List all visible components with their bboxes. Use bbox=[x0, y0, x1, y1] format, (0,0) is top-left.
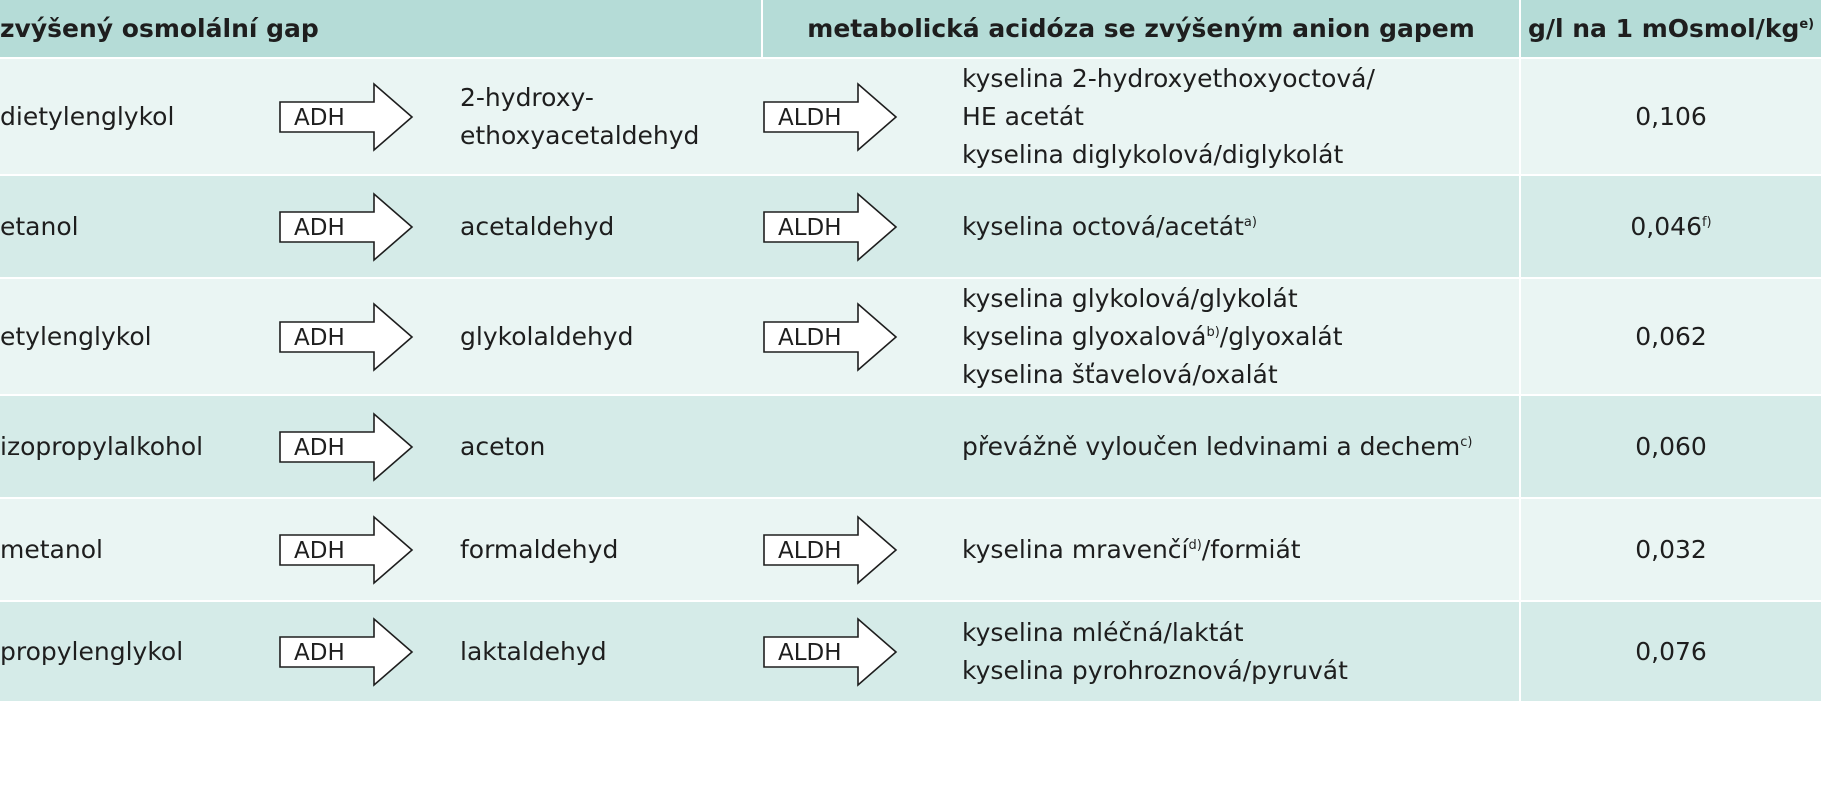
aldh-cell bbox=[762, 278, 962, 395]
intermediate-compound bbox=[460, 498, 762, 601]
product-line bbox=[962, 60, 1519, 98]
conversion-value bbox=[1520, 58, 1821, 175]
adh-arrow-icon bbox=[278, 300, 416, 374]
header-row bbox=[0, 0, 1821, 58]
adh-cell bbox=[278, 58, 460, 175]
aldh-arrow-icon bbox=[762, 513, 900, 587]
aldh-label: ALDH bbox=[778, 214, 842, 241]
parent-compound: etylenglykol bbox=[0, 278, 278, 395]
intermediate-line: laktaldehyd bbox=[460, 636, 607, 666]
table-row bbox=[0, 175, 1821, 278]
table-row bbox=[0, 278, 1821, 395]
product-text-after: /glyoxalát bbox=[1219, 321, 1343, 351]
parent-compound: propylenglykol bbox=[0, 601, 278, 701]
aldh-label: ALDH bbox=[778, 324, 842, 351]
value-text: 0,062 bbox=[1635, 321, 1707, 351]
aldh-arrow-icon bbox=[762, 190, 900, 264]
product-text: převážně vyloučen ledvinami a dechem bbox=[962, 431, 1461, 461]
intermediate-line: ethoxyacetaldehyd bbox=[460, 120, 700, 150]
adh-label: ADH bbox=[294, 434, 345, 461]
adh-cell bbox=[278, 601, 460, 701]
header-g-per-l-text: g/l na 1 mOsmol/kg bbox=[1527, 14, 1800, 43]
value-text: 0,060 bbox=[1635, 431, 1707, 461]
aldh-arrow-icon bbox=[762, 80, 900, 154]
intermediate-compound bbox=[460, 278, 762, 395]
intermediate-compound bbox=[460, 601, 762, 701]
product-line bbox=[962, 531, 1519, 569]
header-g-per-l-footnote: e) bbox=[1799, 17, 1815, 32]
value-footnote: f) bbox=[1701, 214, 1712, 230]
adh-label: ADH bbox=[294, 639, 345, 666]
header-anion-gap: metabolická acidóza se zvýšeným anion gapem bbox=[762, 0, 1520, 58]
product-footnote: c) bbox=[1460, 434, 1473, 450]
intermediate-compound bbox=[460, 395, 762, 498]
product-line bbox=[962, 318, 1519, 356]
product-text: kyselina glykolová/glykolát bbox=[962, 283, 1298, 313]
conversion-value bbox=[1520, 498, 1821, 601]
adh-label: ADH bbox=[294, 104, 345, 131]
intermediate-line: 2-hydroxy- bbox=[460, 82, 594, 112]
aldh-cell bbox=[762, 498, 962, 601]
conversion-value bbox=[1520, 175, 1821, 278]
product-text-after: /formiát bbox=[1201, 534, 1301, 564]
product-text: kyselina octová/acetát bbox=[962, 211, 1244, 241]
adh-cell bbox=[278, 498, 460, 601]
product-line bbox=[962, 98, 1519, 136]
conversion-value bbox=[1520, 395, 1821, 498]
aldh-arrow-icon bbox=[762, 300, 900, 374]
adh-label: ADH bbox=[294, 214, 345, 241]
intermediate-line: glykolaldehyd bbox=[460, 321, 634, 351]
aldh-label: ALDH bbox=[778, 104, 842, 131]
products bbox=[962, 58, 1520, 175]
product-text: kyselina pyrohroznová/pyruvát bbox=[962, 655, 1348, 685]
table-row bbox=[0, 601, 1821, 701]
product-footnote: b) bbox=[1206, 324, 1220, 340]
adh-arrow-icon bbox=[278, 410, 416, 484]
adh-arrow-icon bbox=[278, 80, 416, 154]
intermediate-line: formaldehyd bbox=[460, 534, 619, 564]
table-row bbox=[0, 498, 1821, 601]
value-text: 0,046 bbox=[1630, 211, 1702, 241]
value-text: 0,106 bbox=[1635, 101, 1707, 131]
product-line bbox=[962, 614, 1519, 652]
intermediate-line: aceton bbox=[460, 431, 546, 461]
adh-label: ADH bbox=[294, 537, 345, 564]
aldh-label: ALDH bbox=[778, 639, 842, 666]
product-line bbox=[962, 428, 1519, 466]
table-body bbox=[0, 58, 1821, 701]
table-row bbox=[0, 395, 1821, 498]
product-line bbox=[962, 136, 1519, 174]
products bbox=[962, 175, 1520, 278]
intermediate-compound bbox=[460, 175, 762, 278]
adh-cell bbox=[278, 278, 460, 395]
product-text: kyselina glyoxalová bbox=[962, 321, 1207, 351]
products bbox=[962, 278, 1520, 395]
aldh-arrow-icon bbox=[762, 615, 900, 689]
aldh-cell bbox=[762, 395, 962, 498]
intermediate-line: acetaldehyd bbox=[460, 211, 615, 241]
product-line bbox=[962, 280, 1519, 318]
adh-cell bbox=[278, 175, 460, 278]
product-footnote: d) bbox=[1188, 537, 1202, 553]
conversion-value bbox=[1520, 278, 1821, 395]
product-text: kyselina 2-hydroxyethoxyoctová/ bbox=[962, 63, 1375, 93]
product-line bbox=[962, 356, 1519, 394]
parent-compound: dietylenglykol bbox=[0, 58, 278, 175]
value-text: 0,076 bbox=[1635, 636, 1707, 666]
aldh-label: ALDH bbox=[778, 537, 842, 564]
product-text: kyselina šťavelová/oxalát bbox=[962, 359, 1278, 389]
product-line bbox=[962, 208, 1519, 246]
adh-arrow-icon bbox=[278, 513, 416, 587]
adh-cell bbox=[278, 395, 460, 498]
product-line bbox=[962, 652, 1519, 690]
product-text: HE acetát bbox=[962, 101, 1084, 131]
parent-compound: metanol bbox=[0, 498, 278, 601]
adh-arrow-icon bbox=[278, 615, 416, 689]
products bbox=[962, 395, 1520, 498]
product-text: kyselina mravenčí bbox=[962, 534, 1189, 564]
adh-arrow-icon bbox=[278, 190, 416, 264]
product-text: kyselina diglykolová/diglykolát bbox=[962, 139, 1344, 169]
header-g-per-l bbox=[1520, 0, 1821, 58]
product-text: kyselina mléčná/laktát bbox=[962, 617, 1244, 647]
table-row bbox=[0, 58, 1821, 175]
value-text: 0,032 bbox=[1635, 534, 1707, 564]
intermediate-compound bbox=[460, 58, 762, 175]
parent-compound: izopropylalkohol bbox=[0, 395, 278, 498]
aldh-cell bbox=[762, 601, 962, 701]
aldh-cell bbox=[762, 58, 962, 175]
aldh-cell bbox=[762, 175, 962, 278]
products bbox=[962, 601, 1520, 701]
adh-label: ADH bbox=[294, 324, 345, 351]
product-footnote: a) bbox=[1243, 214, 1257, 230]
products bbox=[962, 498, 1520, 601]
conversion-value bbox=[1520, 601, 1821, 701]
parent-compound: etanol bbox=[0, 175, 278, 278]
header-osmolal-gap: zvýšený osmolální gap bbox=[0, 0, 762, 58]
